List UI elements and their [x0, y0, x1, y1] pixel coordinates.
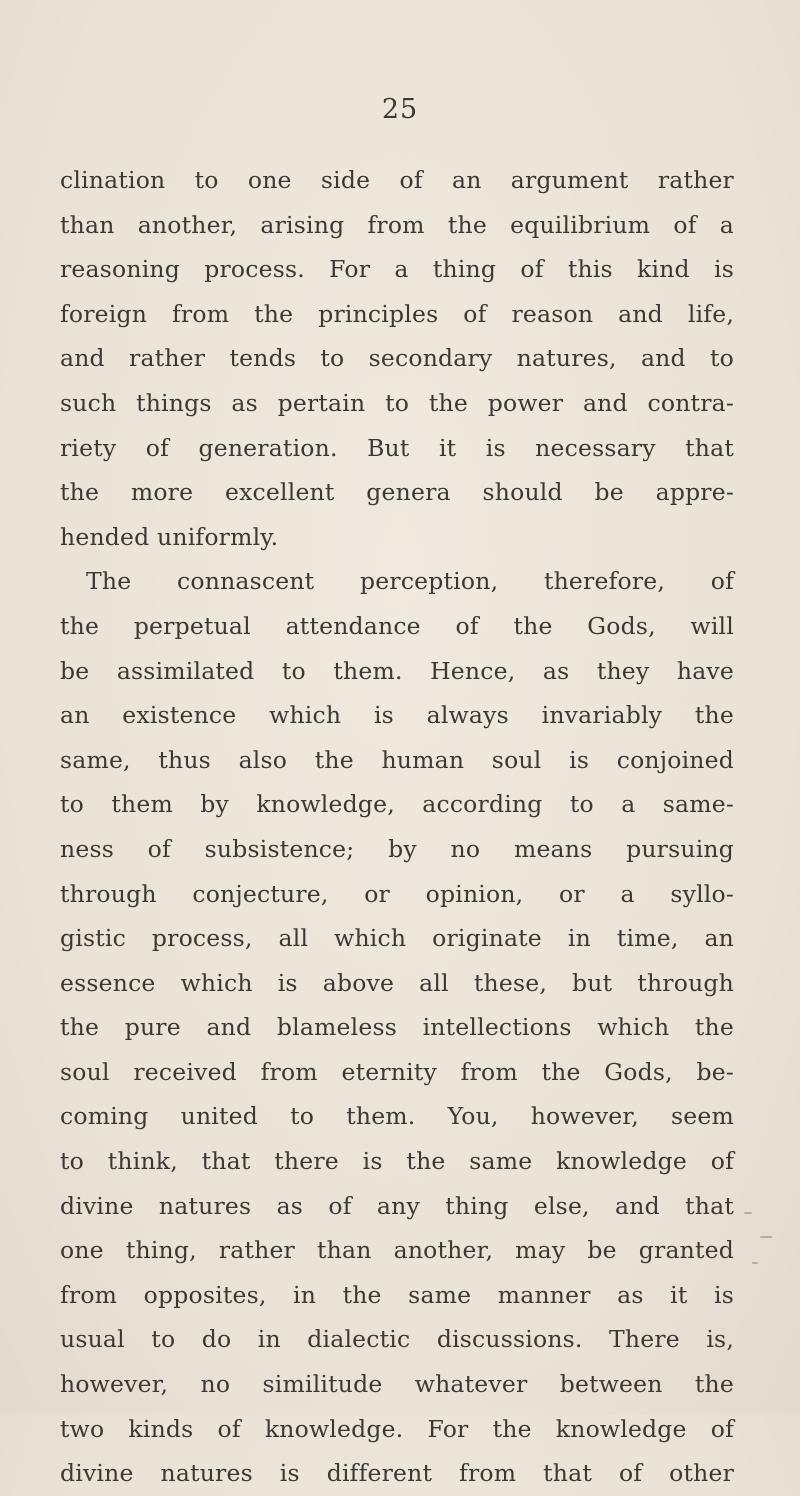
text-line: foreign from the principles of reason and life,	[60, 299, 734, 328]
text-line: the pure and blameless intellections which the	[60, 1013, 734, 1042]
body-text	[60, 158, 734, 1496]
text-line: riety of generation. But it is necessary that	[60, 433, 734, 462]
text-line: through conjecture, or opinion, or a syllo-	[60, 879, 734, 908]
text-line: to them by knowledge, according to a same-	[60, 790, 734, 819]
text-line: hended uniformly.	[60, 522, 279, 551]
text-line: the more excellent genera should be appre-	[60, 478, 734, 507]
text-line: divine natures as of any thing else, and that	[60, 1191, 734, 1220]
text-line: such things as pertain to the power and contra-	[60, 388, 734, 417]
text-line: two kinds of knowledge. For the knowledge of	[60, 1414, 734, 1443]
paper-blemish	[744, 1212, 752, 1214]
text-line: from opposites, in the same manner as it is	[60, 1280, 734, 1309]
text-line: one thing, rather than another, may be granted	[60, 1236, 734, 1265]
page-number: 25	[381, 94, 419, 125]
text-line: however, no similitude whatever between the	[60, 1370, 734, 1399]
text-line: clination to one side of an argument rather	[60, 166, 734, 194]
text-line: soul received from eternity from the Gods, be-	[60, 1057, 734, 1086]
text-line: gistic process, all which originate in time, an	[60, 924, 734, 953]
text-line: The connascent perception, therefore, of	[86, 567, 734, 596]
text-line: divine natures is different from that of other	[60, 1459, 734, 1488]
text-line: and rather tends to secondary natures, and to	[60, 344, 734, 373]
text-line: be assimilated to them. Hence, as they have	[60, 656, 734, 685]
text-line: reasoning process. For a thing of this kind is	[60, 255, 734, 284]
paper-blemish	[760, 1236, 772, 1238]
text-line: same, thus also the human soul is conjoined	[60, 745, 734, 774]
text-line: the perpetual attendance of the Gods, will	[60, 611, 734, 640]
text-line: essence which is above all these, but through	[60, 968, 734, 997]
text-line: ness of subsistence; by no means pursuing	[60, 834, 734, 863]
text-line: to think, that there is the same knowledge of	[60, 1147, 734, 1176]
text-line: usual to do in dialectic discussions. There is,	[60, 1325, 734, 1354]
text-line: an existence which is always invariably the	[60, 701, 734, 730]
text-line: coming united to them. You, however, seem	[60, 1102, 734, 1131]
paper-blemish	[752, 1262, 758, 1264]
text-line: than another, arising from the equilibrium of a	[60, 210, 734, 239]
